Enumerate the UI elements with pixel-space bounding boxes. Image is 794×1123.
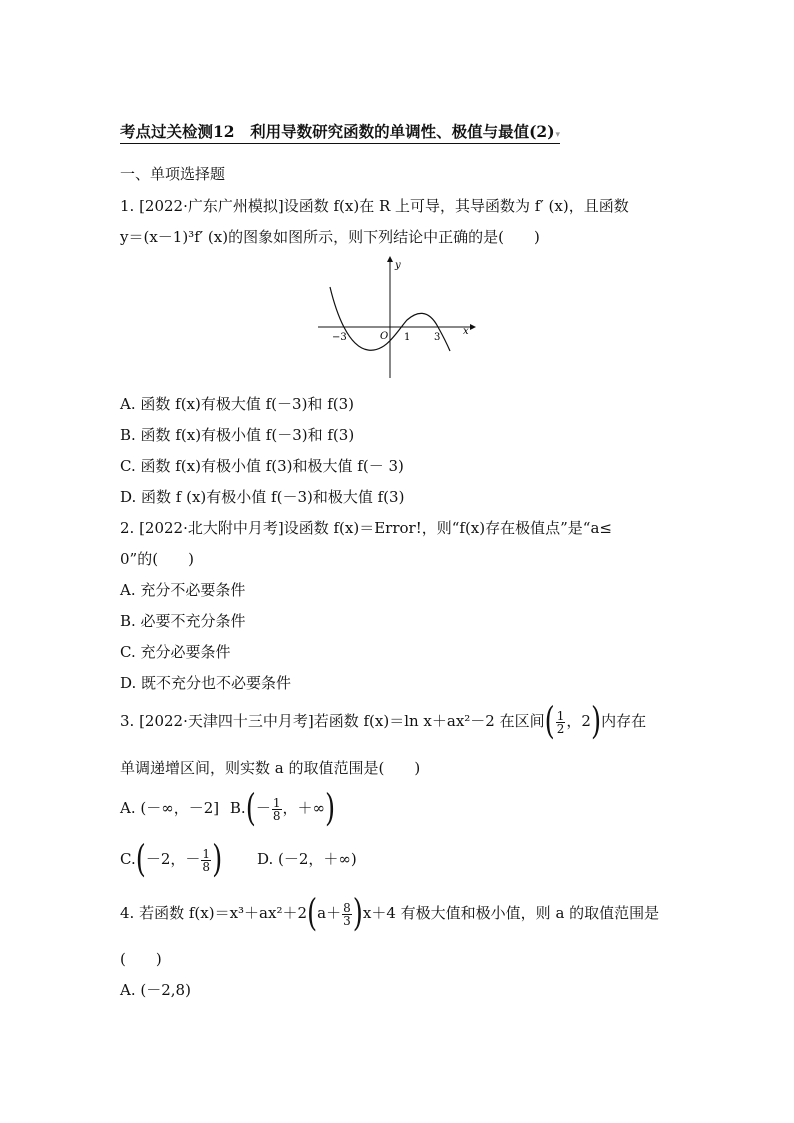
q4-stem-text: 4. 若函数 f(x)＝x³＋ax²＋2 bbox=[120, 904, 307, 922]
tick-label: 1 bbox=[404, 332, 411, 343]
tick-label: 3 bbox=[434, 332, 441, 343]
right-paren: ) bbox=[590, 700, 602, 744]
q3-options-row2 bbox=[120, 838, 357, 882]
origin-label: O bbox=[380, 331, 389, 342]
q1-function-graph bbox=[310, 252, 480, 382]
right-paren: ) bbox=[212, 838, 223, 882]
q2-option-c[interactable]: C. 充分必要条件 bbox=[120, 643, 231, 661]
fraction-denominator: 3 bbox=[343, 913, 351, 928]
q3-option-a[interactable]: A. (－∞，－2] bbox=[120, 799, 220, 817]
left-paren: ( bbox=[307, 892, 318, 936]
q3-interval-fraction bbox=[556, 710, 566, 735]
q4-stem-line2: ( ) bbox=[120, 950, 162, 968]
q3-stem-text: 3. [2022·天津四十三中月考]若函数 f(x)＝ln x＋ax²－2 在区间 bbox=[120, 712, 545, 730]
option-fraction bbox=[272, 797, 282, 822]
q3-option-d[interactable]: D. (－2，＋∞) bbox=[257, 850, 357, 868]
fraction-denominator: 2 bbox=[556, 721, 565, 736]
option-rest: ，＋∞ bbox=[282, 799, 326, 817]
q1-stem-line1: 1. [2022·广东广州模拟]设函数 f(x)在 R 上可导，其导函数为 f′ (x)，且函数 bbox=[120, 197, 629, 215]
y-axis-label: y bbox=[395, 260, 401, 271]
q4-stem-text-end: x＋4 有极大值和极小值，则 a 的取值范围是 bbox=[362, 904, 660, 922]
q3-option-c[interactable] bbox=[120, 838, 223, 882]
q2-option-a[interactable]: A. 充分不必要条件 bbox=[120, 581, 246, 599]
q2-option-d[interactable]: D. 既不充分也不必要条件 bbox=[120, 674, 292, 692]
q4-paren-a: a＋ bbox=[317, 904, 342, 922]
x-axis-label: x bbox=[463, 326, 469, 337]
q2-stem-line2: 0”的( ) bbox=[120, 550, 194, 568]
left-paren: ( bbox=[245, 787, 256, 831]
q1-option-a[interactable]: A. 函数 f(x)有极大值 f(－3)和 f(3) bbox=[120, 395, 354, 413]
fraction-numerator: 8 bbox=[343, 900, 351, 915]
fraction-numerator: 1 bbox=[272, 795, 281, 810]
y-axis-arrow-icon bbox=[387, 256, 393, 262]
fraction-numerator: 1 bbox=[556, 708, 565, 723]
title-text: 考点过关检测12 利用导数研究函数的单调性、极值与最值(2) bbox=[120, 122, 555, 141]
right-paren: ) bbox=[325, 787, 336, 831]
q3-option-b[interactable] bbox=[229, 787, 336, 831]
x-axis-arrow-icon bbox=[470, 324, 476, 330]
q4-fraction bbox=[342, 902, 352, 927]
q3-options-row1 bbox=[120, 787, 336, 831]
q3-stem-text-end: 内存在 bbox=[601, 712, 647, 730]
q1-option-c[interactable]: C. 函数 f(x)有极小值 f(3)和极大值 f(－ 3) bbox=[120, 457, 404, 475]
section-heading: 一、单项选择题 bbox=[120, 165, 226, 183]
q4-option-a[interactable]: A. (－2,8) bbox=[120, 981, 191, 999]
q3-stem-line2: 单调递增区间，则实数 a 的取值范围是( ) bbox=[120, 759, 421, 777]
option-text: －2，－ bbox=[145, 850, 201, 868]
fraction-numerator: 1 bbox=[202, 846, 211, 861]
fraction-denominator: 8 bbox=[202, 859, 211, 874]
q3-interval-rest: ，2 bbox=[566, 712, 591, 730]
option-letter: C. bbox=[120, 850, 136, 868]
q1-stem-line2: y＝(x－1)³f′ (x)的图象如图所示，则下列结论中正确的是( ) bbox=[120, 228, 540, 246]
minus-sign: － bbox=[255, 799, 271, 817]
title-marker-icon: ▾ bbox=[555, 130, 561, 140]
left-paren: ( bbox=[135, 838, 146, 882]
q2-stem-line1: 2. [2022·北大附中月考]设函数 f(x)＝Error!，则“f(x)存在极值点”是“a≤ bbox=[120, 519, 612, 537]
fraction-denominator: 8 bbox=[272, 808, 281, 823]
option-fraction bbox=[201, 848, 211, 873]
right-paren: ) bbox=[352, 892, 363, 936]
q1-option-b[interactable]: B. 函数 f(x)有极小值 f(－3)和 f(3) bbox=[120, 426, 355, 444]
q2-option-b[interactable]: B. 必要不充分条件 bbox=[120, 612, 246, 630]
left-paren: ( bbox=[544, 700, 555, 744]
page-title bbox=[120, 120, 560, 144]
q1-option-d[interactable]: D. 函数 f (x)有极小值 f(－3)和极大值 f(3) bbox=[120, 488, 405, 506]
tick-label: −3 bbox=[332, 332, 347, 343]
q4-stem-line1 bbox=[120, 892, 660, 936]
q3-stem-line1 bbox=[120, 700, 647, 744]
option-letter: B. bbox=[229, 799, 246, 817]
